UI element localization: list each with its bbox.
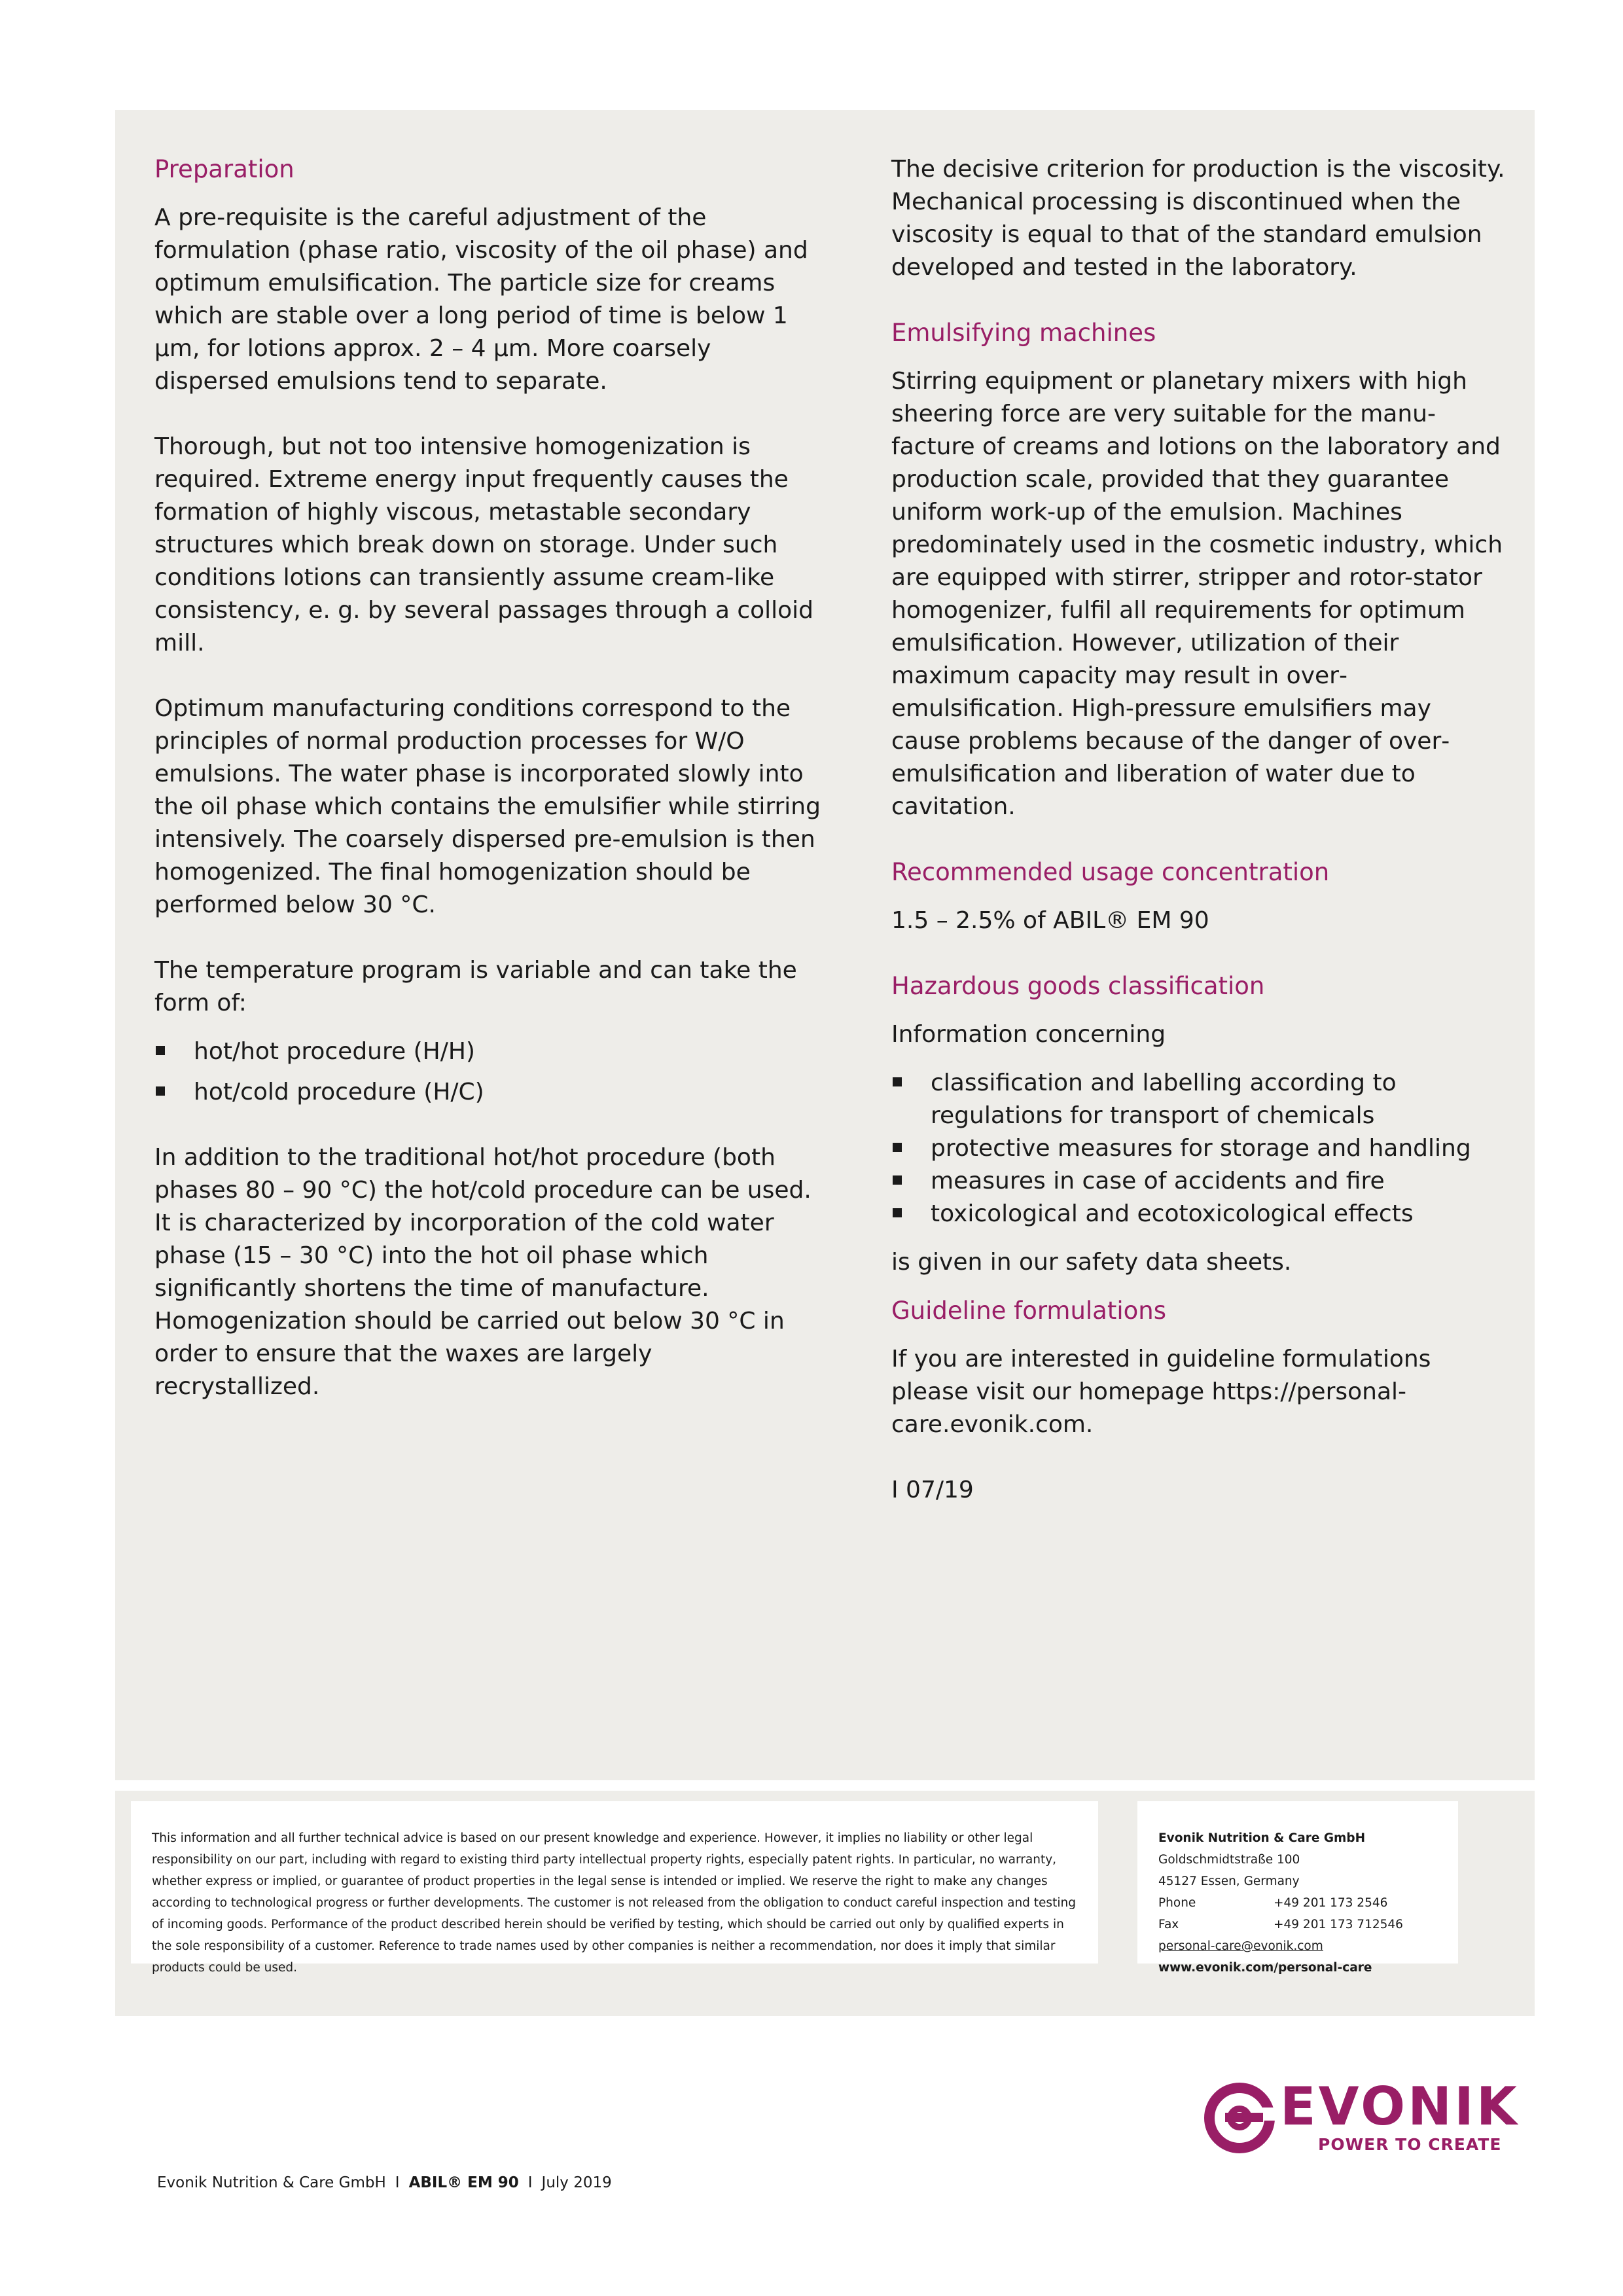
bullet-icon xyxy=(893,1077,902,1086)
evonik-slogan: POWER TO CREATE xyxy=(1318,2135,1502,2154)
fax-label: Fax xyxy=(1158,1918,1179,1931)
disclaimer-text: This information and all further technical advice is based on our present knowledge and experience. However, it implies no liability or other legal responsibility on our part, including with regard to existing third party intellectual property rights, especially patent rights. In particular, no warranty, whether express or implied, or guarantee of product properties in the legal sense is intended or implied. We reserve the right to make any changes according to technological progress or further developments. The customer is not released from the obligation to conduct careful inspection and testing of incoming goods. Performance of the product described herein should be verified by testing, which should be carried out only by qualified experts in the sole responsibility of a customer. Reference to trade names used by other companies is neither a recommendation, nor does it imply that similar products could be used. xyxy=(152,1831,1076,1975)
phone-number: +49 201 173 2546 xyxy=(1274,1896,1388,1910)
contact-box xyxy=(1137,1801,1458,1975)
footer-company: Evonik Nutrition & Care GmbH xyxy=(157,2174,386,2191)
footer-date: July 2019 xyxy=(541,2174,612,2191)
bullet-icon xyxy=(156,1046,165,1055)
usage-text: 1.5 – 2.5% of ABIL® EM 90 xyxy=(891,907,1209,934)
guideline-heading: Guideline formulations xyxy=(891,1297,1167,1325)
preparation-paragraph-4: The temperature program is variable and can take the form of: xyxy=(154,957,797,1016)
procedure-list xyxy=(154,1035,822,1109)
usage-heading: Recommended usage concentration xyxy=(891,858,1330,886)
list-item: classification and labelling according to regulations for transport of chemicals xyxy=(891,1067,1507,1132)
footer-product: ABIL® EM 90 xyxy=(408,2174,519,2191)
evonik-logo-icon xyxy=(1203,2081,1276,2155)
disclaimer-band xyxy=(115,1791,1535,2016)
disclaimer-box xyxy=(131,1801,1098,1975)
hazard-list xyxy=(891,1067,1507,1230)
version-code: I 07/19 xyxy=(891,1477,974,1503)
viscosity-paragraph: The decisive criterion for production is the viscosity. Mechanical processing is discontinued when the viscosity is equal to that of the standard emulsion developed and tested in the laboratory. xyxy=(891,156,1505,281)
list-item: hot/cold procedure (H/C) xyxy=(154,1076,822,1109)
content-panel xyxy=(115,110,1535,1780)
preparation-paragraph-5: In addition to the traditional hot/hot procedure (both phases 80 – 90 °C) the hot/cold procedure can be used. It is characterized by incorporation of the cold water phase (15 – 30 °C) into the hot oil phase which significantly shortens the time of manufacture. Homogenization should be carried out below 30 °C in order to ensure that the waxes are largely recrystallized. xyxy=(154,1144,812,1400)
page-footer xyxy=(157,2174,612,2191)
guideline-paragraph: If you are interested in guideline formulations please visit our homepage https://personal-care.evonik.com. xyxy=(891,1346,1431,1438)
list-item: hot/hot procedure (H/H) xyxy=(154,1035,822,1068)
contact-company: Evonik Nutrition & Care GmbH xyxy=(1158,1831,1366,1845)
evonik-logo xyxy=(1203,2076,1520,2160)
email-link[interactable]: personal-care@evonik.com xyxy=(1158,1939,1323,1953)
preparation-heading: Preparation xyxy=(154,155,294,183)
fax-number: +49 201 173 712546 xyxy=(1274,1918,1403,1931)
bullet-icon xyxy=(893,1143,902,1152)
footer-separator: I xyxy=(395,2174,400,2191)
bullet-icon xyxy=(156,1086,165,1096)
bullet-icon xyxy=(893,1208,902,1217)
preparation-paragraph-1: A pre-requisite is the careful adjustment of the formulation (phase ratio, viscosity of the oil phase) and optimum emulsification. The particle size for creams which are stable over a long period of time is below 1 μm, for lotions approx. 2 – 4 μm. More coarsely dispersed emulsions tend to separate. xyxy=(154,204,808,395)
left-column xyxy=(154,153,822,1403)
preparation-paragraph-3: Optimum manufacturing conditions correspond to the principles of normal production processes for W/O emulsions. The water phase is incorporated slowly into the oil phase which contains the emulsifier while stirring intensively. The coarsely dispersed pre-emulsion is then homogenized. The final homogenization should be performed below 30 °C. xyxy=(154,695,821,918)
hazard-intro: Information concerning xyxy=(891,1021,1166,1048)
evonik-wordmark: EVONIK xyxy=(1280,2076,1520,2137)
machines-heading: Emulsifying machines xyxy=(891,319,1156,347)
phone-label: Phone xyxy=(1158,1896,1196,1910)
list-item: measures in case of accidents and fire xyxy=(891,1165,1507,1198)
contact-street: Goldschmidtstraße 100 xyxy=(1158,1853,1300,1867)
preparation-paragraph-2: Thorough, but not too intensive homogenization is required. Extreme energy input frequently causes the formation of highly viscous, metastable secondary structures which break down on storage. Under such conditions lotions can transiently assume cream-like consistency, e. g. by several passages through a colloid mill. xyxy=(154,433,814,656)
list-item: toxicological and ecotoxicological effects xyxy=(891,1198,1507,1230)
footer-separator: I xyxy=(527,2174,533,2191)
bullet-icon xyxy=(893,1175,902,1185)
list-item: protective measures for storage and handling xyxy=(891,1132,1507,1165)
contact-city: 45127 Essen, Germany xyxy=(1158,1874,1300,1888)
right-column xyxy=(891,153,1507,1507)
hazard-outro: is given in our safety data sheets. xyxy=(891,1249,1292,1276)
hazard-heading: Hazardous goods classification xyxy=(891,972,1265,1000)
website-link[interactable]: www.evonik.com/personal-care xyxy=(1158,1961,1372,1975)
machines-paragraph: Stirring equipment or planetary mixers with high sheering force are very suitable for the manufacture of creams and lotions on the laboratory and production scale, provided that they guarantee uniform work-up of the emulsion. Machines predominately used in the cosmetic industry, which are equipped with stirrer, stripper and rotor-stator homogenizer, fulfil all requirements for optimum emulsification. However, utilization of their maximum capacity may result in overemulsification. High-pressure emulsifiers may cause problems because of the danger of overemulsification and liberation of water due to cavitation. xyxy=(891,368,1503,820)
